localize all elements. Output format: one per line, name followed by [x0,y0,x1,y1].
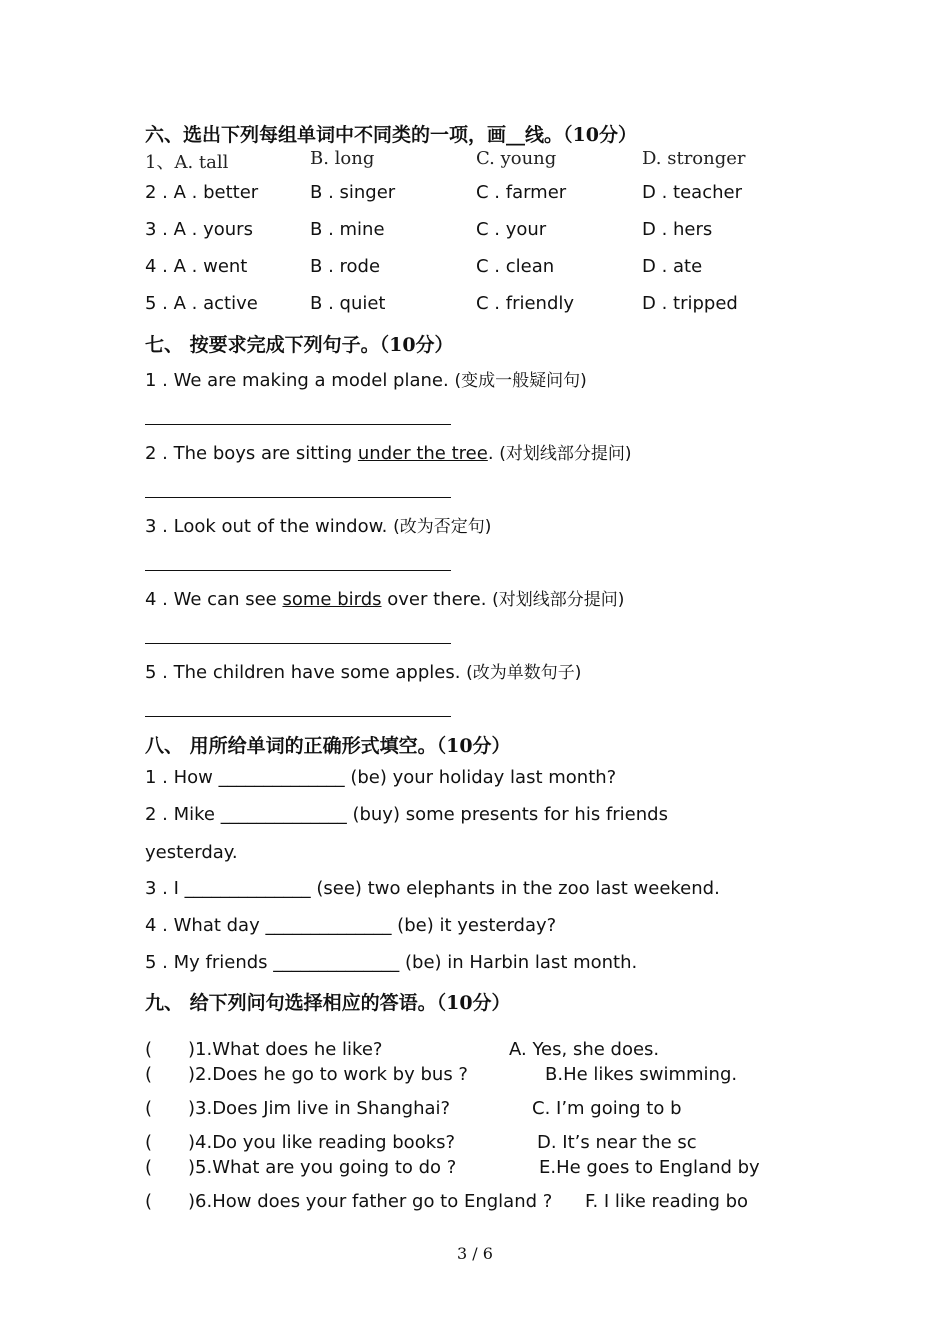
answer-line[interactable] [145,643,451,644]
section-7-title: 七、 按要求完成下列句子。（10分） [145,334,454,356]
option: D. stronger [642,148,746,169]
answer-option: B.He likes swimming. [545,1064,738,1085]
question: )4.Do you like reading books? [188,1132,456,1153]
underlined-phrase: some birds [282,589,382,610]
answer-option: A. Yes, she does. [509,1039,660,1060]
option: D . ate [642,256,703,277]
section-6-title: 六、选出下列每组单词中不同类的一项，画__线。（10分） [145,124,637,146]
option: C . your [476,219,547,240]
answer-option: E.He goes to England by [539,1157,760,1178]
option: C . clean [476,256,555,277]
question: )6.How does your father go to England ? [188,1191,553,1212]
option: 3 . A . yours [145,219,253,240]
answer-line[interactable] [145,497,451,498]
sentence-item: 2 . The boys are sitting under the tree. (对划线部分提问) [145,443,632,464]
answer-paren[interactable]: ( [145,1098,153,1119]
fill-blank-continuation: yesterday. [145,842,238,863]
option: 4 . A . went [145,256,248,277]
sentence-item: 3 . Look out of the window. (改为否定句) [145,516,492,537]
option: B . rode [310,256,381,277]
answer-line[interactable] [145,716,451,717]
option: B . mine [310,219,385,240]
page-number: 3 / 6 [457,1244,493,1263]
answer-line[interactable] [145,424,451,425]
answer-paren[interactable]: ( [145,1039,153,1060]
answer-paren[interactable]: ( [145,1191,153,1212]
answer-paren[interactable]: ( [145,1157,153,1178]
option: D . teacher [642,182,742,203]
answer-paren[interactable]: ( [145,1132,153,1153]
fill-blank-item: 4 . What day ______________ (be) it yesterday? [145,915,557,936]
option: C. young [476,148,557,169]
fill-blank-item: 5 . My friends ______________ (be) in Harbin last month. [145,952,638,973]
option: 2 . A . better [145,182,259,203]
option: B . singer [310,182,396,203]
section-9-title: 九、 给下列问句选择相应的答语。（10分） [145,992,511,1014]
option: C . farmer [476,182,567,203]
section-8-title: 八、 用所给单词的正确形式填空。（10分） [145,735,511,757]
option: B . quiet [310,293,386,314]
sentence-item: 5 . The children have some apples. (改为单数句子) [145,662,582,683]
option: C . friendly [476,293,575,314]
answer-option: F. I like reading bo [585,1191,749,1212]
underlined-phrase: under the tree [357,443,488,464]
sentence-item: 4 . We can see some birds over there. (对划线部分提问) [145,589,625,610]
answer-line[interactable] [145,570,451,571]
fill-blank-item: 3 . I ______________ (see) two elephants in the zoo last weekend. [145,878,720,899]
answer-option: C. I’m going to b [532,1098,682,1119]
answer-option: D. It’s near the sc [537,1132,697,1153]
answer-paren[interactable]: ( [145,1064,153,1085]
option: D . tripped [642,293,738,314]
sentence-item: 1 . We are making a model plane. (变成一般疑问句) [145,370,587,391]
fill-blank-item: 1 . How ______________ (be) your holiday last month? [145,767,617,788]
question: )3.Does Jim live in Shanghai? [188,1098,451,1119]
option: 5 . A . active [145,293,258,314]
fill-blank-item: 2 . Mike ______________ (buy) some presents for his friends [145,804,668,825]
option: 1、A. tall [145,152,229,173]
question: )1.What does he like? [188,1039,383,1060]
question: )2.Does he go to work by bus ? [188,1064,468,1085]
option: B. long [310,148,375,169]
question: )5.What are you going to do ? [188,1157,457,1178]
option: D . hers [642,219,713,240]
